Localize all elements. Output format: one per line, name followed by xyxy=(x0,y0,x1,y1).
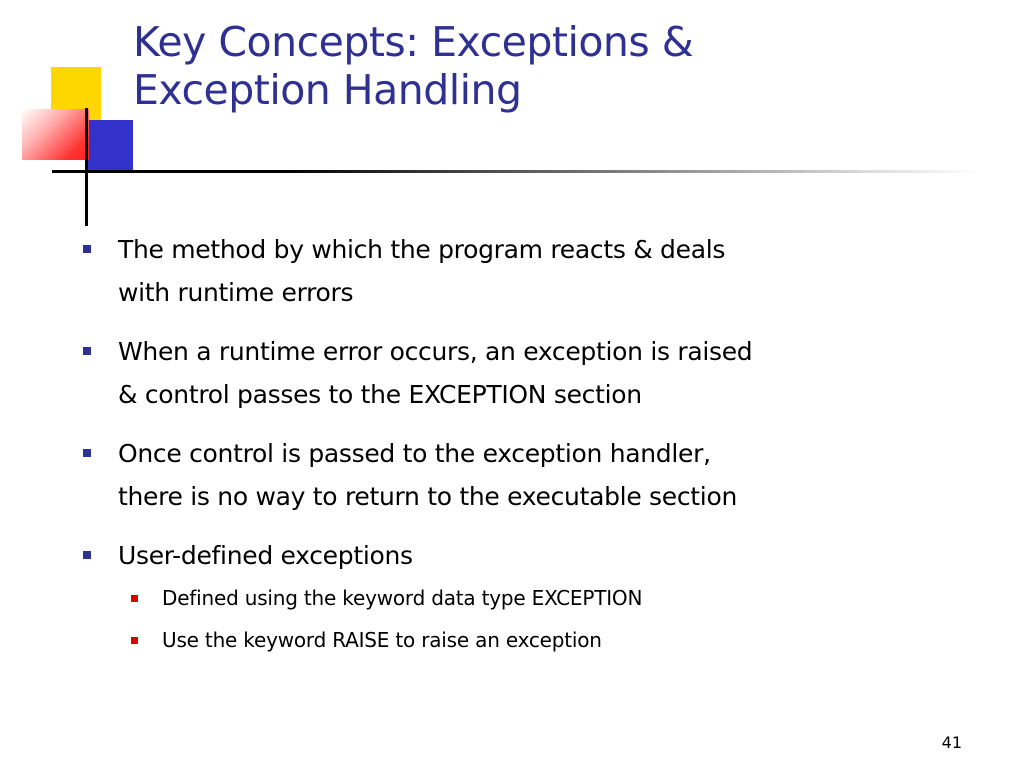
sub-bullet-item xyxy=(118,619,940,661)
square-bullet-icon xyxy=(83,449,91,457)
square-bullet-icon xyxy=(83,551,91,559)
bullet-text-line: & control passes to the EXCEPTION section xyxy=(118,380,642,409)
bullet-item xyxy=(80,432,940,518)
square-bullet-icon xyxy=(83,245,91,253)
bullet-list xyxy=(80,228,940,661)
sub-bullet-list xyxy=(118,577,940,661)
sub-bullet-text: Defined using the keyword data type EXCEPTION xyxy=(162,586,643,610)
vertical-rule xyxy=(85,108,88,226)
bullet-text-line: The method by which the program reacts & deals xyxy=(118,235,726,264)
red-square-bullet-icon xyxy=(131,637,138,644)
red-gradient-square-decoration xyxy=(22,109,89,160)
bullet-text-line: there is no way to return to the executable section xyxy=(118,482,737,511)
sub-bullet-item xyxy=(118,577,940,619)
bullet-item xyxy=(80,228,940,314)
square-bullet-icon xyxy=(83,347,91,355)
bullet-text-line: User-defined exceptions xyxy=(118,541,413,570)
bullet-text-line: with runtime errors xyxy=(118,278,354,307)
bullet-item xyxy=(80,534,940,661)
slide-number: 41 xyxy=(941,733,962,752)
slide-title-line-1: Key Concepts: Exceptions & xyxy=(133,18,694,66)
sub-bullet-text: Use the keyword RAISE to raise an exception xyxy=(162,628,602,652)
title-underline-rule xyxy=(52,170,982,173)
bullet-text-line: When a runtime error occurs, an exception is raised xyxy=(118,337,753,366)
red-square-bullet-icon xyxy=(131,595,138,602)
blue-square-decoration xyxy=(86,120,133,171)
slide-title-line-2: Exception Handling xyxy=(133,66,522,114)
bullet-text-line: Once control is passed to the exception handler, xyxy=(118,439,711,468)
slide-title xyxy=(133,18,693,114)
bullet-item xyxy=(80,330,940,416)
